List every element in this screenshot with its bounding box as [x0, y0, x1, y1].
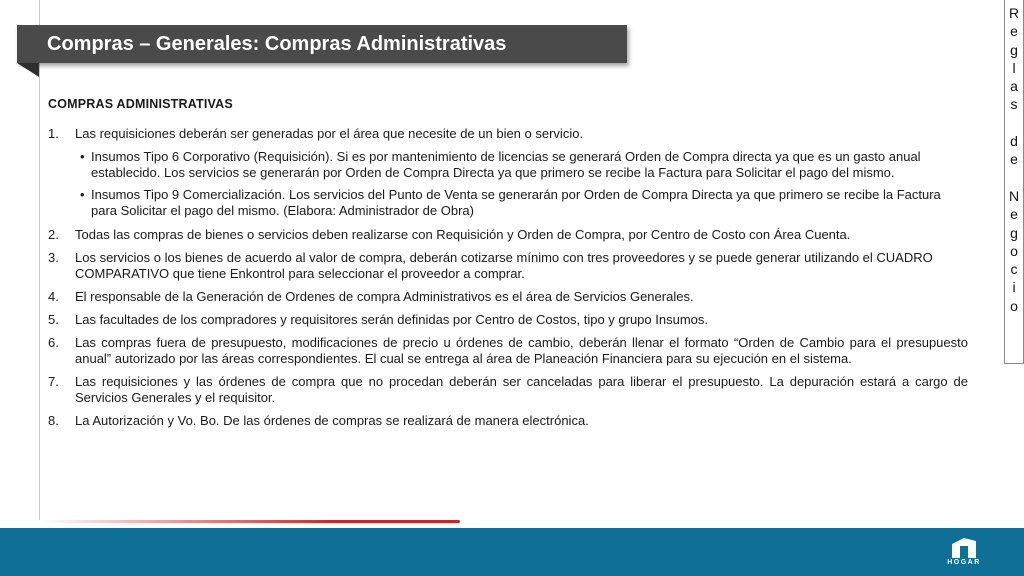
sub-item-text: Insumos Tipo 9 Comercialización. Los servicios del Punto de Venta se generarán por Orden de Compra Directa ya que primero se recibe la Factura para Solicitar el pago del mismo. (Elabora: Administrador de Obra) [91, 187, 941, 218]
list-item-3 [48, 250, 968, 282]
sub-item-2 [48, 187, 968, 219]
item-text: Las facultades de los compradores y requisitores serán definidas por Centro de Costos, tipo y grupo Insumos. [75, 312, 709, 327]
item-text: Las compras fuera de presupuesto, modificaciones de precio u órdenes de cambio, deberán llenar el formato “Orden de Cambio para el presupuesto anual” autorizado por las áreas correspondientes. El cual se entrega al área de Planeación Financiera para su ejecución en el sistema. [75, 335, 968, 366]
item-number: 5. [48, 312, 59, 327]
list-item-6 [48, 335, 968, 367]
list-item-8 [48, 413, 968, 429]
item-number: 8. [48, 413, 59, 428]
item-text: Todas las compras de bienes o servicios deben realizarse con Requisición y Orden de Compra, por Centro de Costo con Área Cuenta. [75, 227, 851, 242]
item-text: Las requisiciones deberán ser generadas por el área que necesite de un bien o servicio. [75, 126, 584, 141]
item-number: 6. [48, 335, 59, 350]
list-item-4 [48, 289, 968, 305]
title-bar-fold [17, 63, 39, 77]
item-text: El responsable de la Generación de Ordenes de compra Administrativos es el área de Servicios Generales. [75, 289, 694, 304]
bullet-icon: • [80, 149, 85, 164]
item-text: Las requisiciones y las órdenes de compra que no procedan deberán ser canceladas para liberar el presupuesto. La depuración estará a cargo de Servicios Generales y el requisitor. [75, 374, 968, 405]
side-tab-label: R e g l a s d e N e g o c i o [1008, 5, 1020, 314]
red-divider [40, 520, 460, 523]
item-text: La Autorización y Vo. Bo. De las órdenes de compras se realizará de manera electrónica. [75, 413, 589, 428]
list-item-1 [48, 126, 968, 142]
item-number: 3. [48, 250, 59, 265]
hogar-logo [944, 536, 984, 570]
sub-item-1 [48, 149, 968, 181]
item-number: 2. [48, 227, 59, 242]
list-item-2 [48, 227, 968, 243]
slide-title: Compras – Generales: Compras Administrativas [47, 33, 507, 55]
list-item-5 [48, 312, 968, 328]
logo-wordmark: HOGAR [947, 559, 981, 566]
item-number: 7. [48, 374, 59, 389]
left-border-line [39, 0, 40, 520]
item-number: 1. [48, 126, 59, 141]
footer-bar [0, 528, 1024, 576]
house-logo-icon [950, 536, 978, 558]
slide-content [48, 96, 968, 436]
item-text: Los servicios o los bienes de acuerdo al valor de compra, deberán cotizarse mínimo con tres proveedores y se puede generar utilizando el CUADRO COMPARATIVO que tiene Enkontrol para seleccionar el proveedor a comprar. [75, 250, 933, 281]
item-number: 4. [48, 289, 59, 304]
title-bar [17, 25, 627, 63]
side-tab [1004, 0, 1024, 364]
bullet-icon: • [80, 187, 85, 202]
section-heading: COMPRAS ADMINISTRATIVAS [48, 97, 233, 111]
sub-item-text: Insumos Tipo 6 Corporativo (Requisición). Si es por mantenimiento de licencias se generará Orden de Compra directa ya que es un gasto anual establecido. Los servicios se generarán por Orden de Compra Directa ya que primero se recibe la Factura para Solicitar el pago del mismo. [91, 149, 921, 180]
list-item-7 [48, 374, 968, 406]
